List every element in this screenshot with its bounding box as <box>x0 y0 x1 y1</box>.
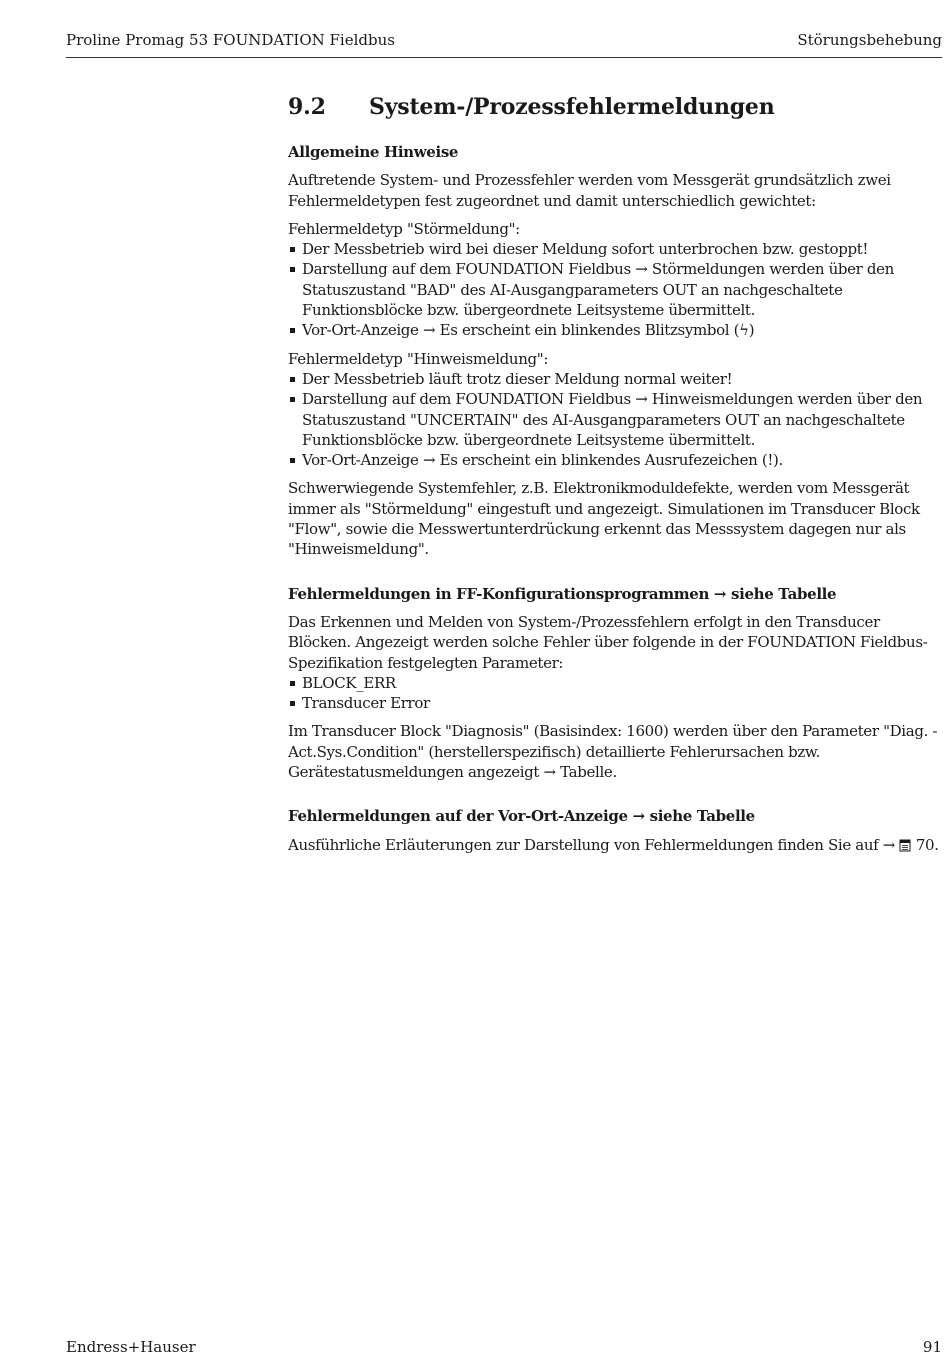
subheading-ff-config: Fehlermeldungen in FF-Konfigurationsprogrammen → siehe Tabelle <box>288 584 837 603</box>
list-item: Der Messbetrieb läuft trotz dieser Meldung normal weiter! <box>288 369 944 389</box>
section-title: System-/Prozessfehlermeldungen <box>369 94 775 120</box>
ff-paragraph: Das Erkennen und Melden von System-/Prozessfehlern erfolgt in den Transducer Blöcken. Angezeigt werden solche Fehler über folgende in der FOUNDATION Fieldbus-Spezifikation festgelegten Parameter: <box>288 612 928 672</box>
list-item: Darstellung auf dem FOUNDATION Fieldbus → Hinweismeldungen werden über den Statuszustand "UNCERTAIN" des AI-Ausgangparameters OUT an nachgeschaltete Funktionsblöcke bzw. übergeordnete Leitsysteme übermittelt. <box>288 389 944 450</box>
list-item: Der Messbetrieb wird bei dieser Meldung sofort unterbrochen bzw. gestoppt! <box>288 239 944 259</box>
diagnosis-paragraph: Im Transducer Block "Diagnosis" (Basisindex: 1600) werden über den Parameter "Diag. - Act.Sys.Condition" (herstellerspezifisch) detaillierte Fehlerursachen bzw. Gerätestatusmeldungen angezeigt → Tabelle. <box>288 722 938 782</box>
section-number: 9.2 <box>288 94 326 120</box>
main-content <box>288 92 944 863</box>
local-display-paragraph <box>288 835 944 855</box>
stoer-label: Fehlermeldetyp "Störmeldung": <box>288 219 520 238</box>
severe-errors-paragraph: Schwerwiegende Systemfehler, z.B. Elektronikmoduldefekte, werden vom Messgerät immer als "Störmeldung" eingestuft und angezeigt. Simulationen im Transducer Block "Flow", sowie die Messwertunterdrückung erkennt das Messsystem dagegen nur als "Hinweismeldung". <box>288 479 920 559</box>
list-item: BLOCK_ERR <box>288 673 944 693</box>
hinweis-label: Fehlermeldetyp "Hinweismeldung": <box>288 349 549 368</box>
footer-company: Endress+Hauser <box>66 1338 196 1356</box>
list-item: Transducer Error <box>288 693 944 713</box>
local-display-text: Ausführliche Erläuterungen zur Darstellung von Fehlermeldungen finden Sie auf → <box>288 835 896 854</box>
page-reference-icon <box>899 839 911 852</box>
header-chapter-title: Störungsbehebung <box>797 31 942 49</box>
list-item: Darstellung auf dem FOUNDATION Fieldbus → Störmeldungen werden über den Statuszustand "BAD" des AI-Ausgangparameters OUT an nachgeschaltete Funktionsblöcke bzw. übergeordnete Leitsysteme übermittelt. <box>288 259 944 320</box>
list-item: Vor-Ort-Anzeige → Es erscheint ein blinkendes Blitzsymbol (ϟ) <box>288 320 944 340</box>
page-reference-link[interactable]: 70. <box>915 835 939 854</box>
page-number: 91 <box>922 1338 942 1356</box>
hinweis-list <box>288 369 944 470</box>
list-item: Vor-Ort-Anzeige → Es erscheint ein blinkendes Ausrufezeichen (!). <box>288 450 944 470</box>
subheading-general-notes: Allgemeine Hinweise <box>288 143 459 161</box>
intro-paragraph: Auftretende System- und Prozessfehler werden vom Messgerät grundsätzlich zwei Fehlermeldetypen fest zugeordnet und damit unterschiedlich gewichtet: <box>288 171 891 210</box>
subheading-local-display: Fehlermeldungen auf der Vor-Ort-Anzeige → siehe Tabelle <box>288 807 755 826</box>
page-header <box>66 27 942 58</box>
ff-parameter-list <box>288 673 944 714</box>
section-heading <box>288 92 944 122</box>
stoer-list <box>288 239 944 340</box>
header-document-title: Proline Promag 53 FOUNDATION Fieldbus <box>66 31 395 49</box>
